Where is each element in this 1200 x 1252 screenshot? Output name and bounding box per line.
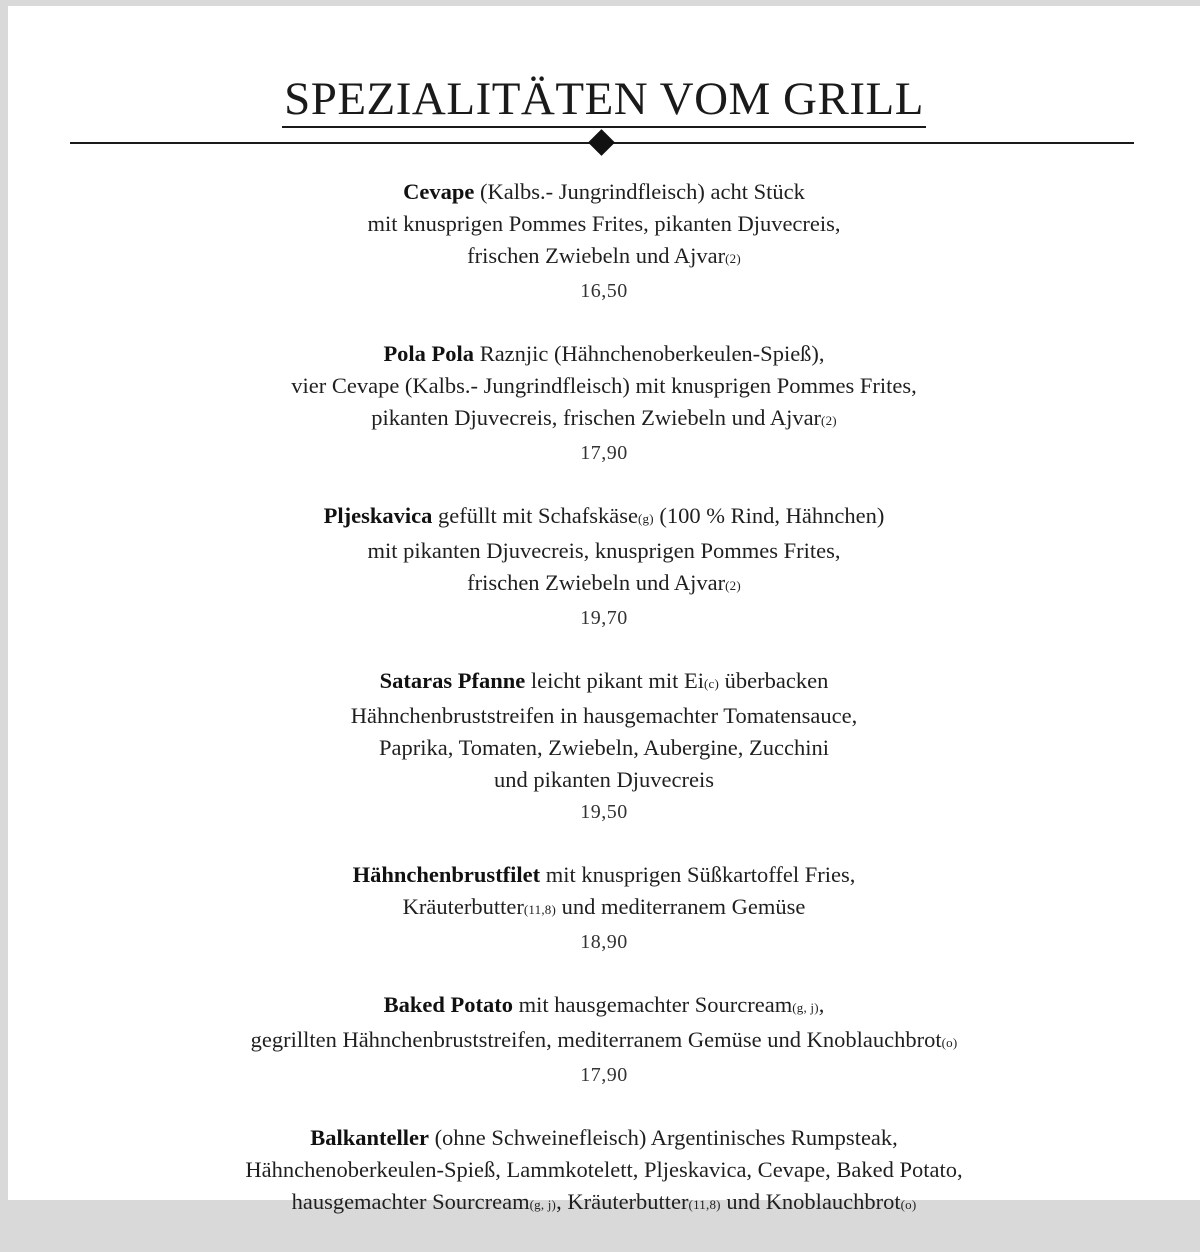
menu-item-name: Pljeskavica — [323, 503, 433, 528]
menu-item-description-line — [8, 176, 1200, 208]
allergen-code: (11,8) — [523, 902, 557, 917]
menu-item-description-line — [8, 700, 1200, 732]
menu-item — [8, 176, 1200, 307]
description-text: (Kalbs.- Jungrindfleisch) acht Stück — [474, 179, 805, 204]
description-text: Hähnchenbruststreifen in hausgemachter Tomatensauce, — [350, 703, 858, 728]
menu-item-price: 18,90 — [580, 931, 628, 953]
description-text: und mediterranem Gemüse — [556, 894, 806, 919]
description-text: und pikanten Djuvecreis — [494, 767, 714, 792]
description-text: Hähnchenoberkeulen-Spieß, Lammkotelett, Pljeskavica, Cevape, Baked Potato, — [245, 1157, 963, 1182]
menu-list — [8, 176, 1200, 1252]
description-text: pikanten Djuvecreis, frischen Zwiebeln und Ajvar — [371, 405, 822, 430]
menu-item-description-line — [8, 1122, 1200, 1154]
allergen-code: (11,8) — [688, 1197, 721, 1212]
description-text: gegrillten Hähnchenbruststreifen, mediterranem Gemüse und Knoblauchbrot — [250, 1027, 942, 1052]
menu-item-description-line — [8, 1024, 1200, 1059]
allergen-code: (2) — [725, 578, 741, 593]
menu-item-description-line — [8, 500, 1200, 535]
menu-item — [8, 338, 1200, 469]
menu-item-price: 17,90 — [580, 442, 628, 464]
menu-title: SPEZIALITÄTEN VOM GRILL — [282, 72, 926, 128]
menu-item — [8, 665, 1200, 828]
menu-item-name: Baked Potato — [383, 992, 513, 1017]
allergen-code: (2) — [821, 413, 837, 428]
description-text: mit pikanten Djuvecreis, knusprigen Pommes Frites, — [367, 538, 841, 563]
description-text: , Kräuterbutter — [556, 1189, 689, 1214]
menu-item-description-line — [8, 1186, 1200, 1221]
description-text: (100 % Rind, Hähnchen) — [653, 503, 885, 528]
menu-title-wrap — [8, 72, 1200, 128]
description-text: (ohne Schweinefleisch) Argentinisches Rumpsteak, — [428, 1125, 898, 1150]
description-text: hausgemachter Sourcream — [291, 1189, 530, 1214]
allergen-code: (2) — [725, 251, 741, 266]
allergen-code: (o) — [941, 1035, 958, 1050]
menu-item-description-line — [8, 891, 1200, 926]
menu-item — [8, 859, 1200, 958]
allergen-code: (g, j) — [529, 1197, 557, 1212]
description-text: vier Cevape (Kalbs.- Jungrindfleisch) mit knusprigen Pommes Frites, — [291, 373, 917, 398]
menu-item-name: Balkanteller — [310, 1125, 429, 1150]
menu-item-description-line — [8, 989, 1200, 1024]
description-text: leicht pikant mit Ei — [525, 668, 704, 693]
description-text: Paprika, Tomaten, Zwiebeln, Aubergine, Zucchini — [379, 735, 829, 760]
menu-item-description-line — [8, 370, 1200, 402]
menu-item-name: Sataras Pfanne — [379, 668, 526, 693]
menu-item-description-line — [8, 402, 1200, 437]
menu-item — [8, 1122, 1200, 1221]
menu-item-name: Pola Pola — [383, 341, 475, 366]
menu-item-description-line — [8, 240, 1200, 275]
menu-item-description-line — [8, 665, 1200, 700]
menu-item-price: 19,50 — [580, 801, 628, 823]
menu-page — [8, 6, 1200, 1214]
menu-item-description-line — [8, 567, 1200, 602]
menu-item-description-line — [8, 338, 1200, 370]
menu-item-description-line — [8, 859, 1200, 891]
description-text: , — [818, 992, 825, 1017]
menu-item-price: 17,90 — [580, 1064, 628, 1086]
description-text: und Knoblauchbrot — [720, 1189, 901, 1214]
description-text: frischen Zwiebeln und Ajvar — [467, 243, 726, 268]
menu-item-description-line — [8, 732, 1200, 764]
menu-item — [8, 989, 1200, 1091]
allergen-code: (c) — [703, 676, 720, 691]
description-text: mit knusprigen Pommes Frites, pikanten Djuvecreis, — [367, 211, 841, 236]
menu-item — [8, 500, 1200, 634]
allergen-code: (o) — [900, 1197, 917, 1212]
menu-item-description-line — [8, 1154, 1200, 1186]
menu-item-name: Hähnchenbrustfilet — [352, 862, 541, 887]
description-text: überbacken — [719, 668, 829, 693]
menu-item-price: 16,50 — [580, 280, 628, 302]
description-text: frischen Zwiebeln und Ajvar — [467, 570, 726, 595]
menu-item-description-line — [8, 535, 1200, 567]
description-text: Kräuterbutter — [402, 894, 524, 919]
diamond-ornament-icon — [588, 129, 615, 156]
description-text: Raznjic (Hähnchenoberkeulen-Spieß), — [474, 341, 825, 366]
menu-item-price: 19,70 — [580, 607, 628, 629]
description-text: mit knusprigen Süßkartoffel Fries, — [540, 862, 856, 887]
menu-item-description-line — [8, 208, 1200, 240]
allergen-code: (g, j) — [792, 1000, 819, 1015]
description-text: mit hausgemachter Sourcream — [512, 992, 793, 1017]
menu-item-name: Cevape — [403, 179, 475, 204]
description-text: gefüllt mit Schafskäse — [432, 503, 638, 528]
allergen-code: (g) — [637, 511, 654, 526]
menu-item-description-line — [8, 764, 1200, 796]
